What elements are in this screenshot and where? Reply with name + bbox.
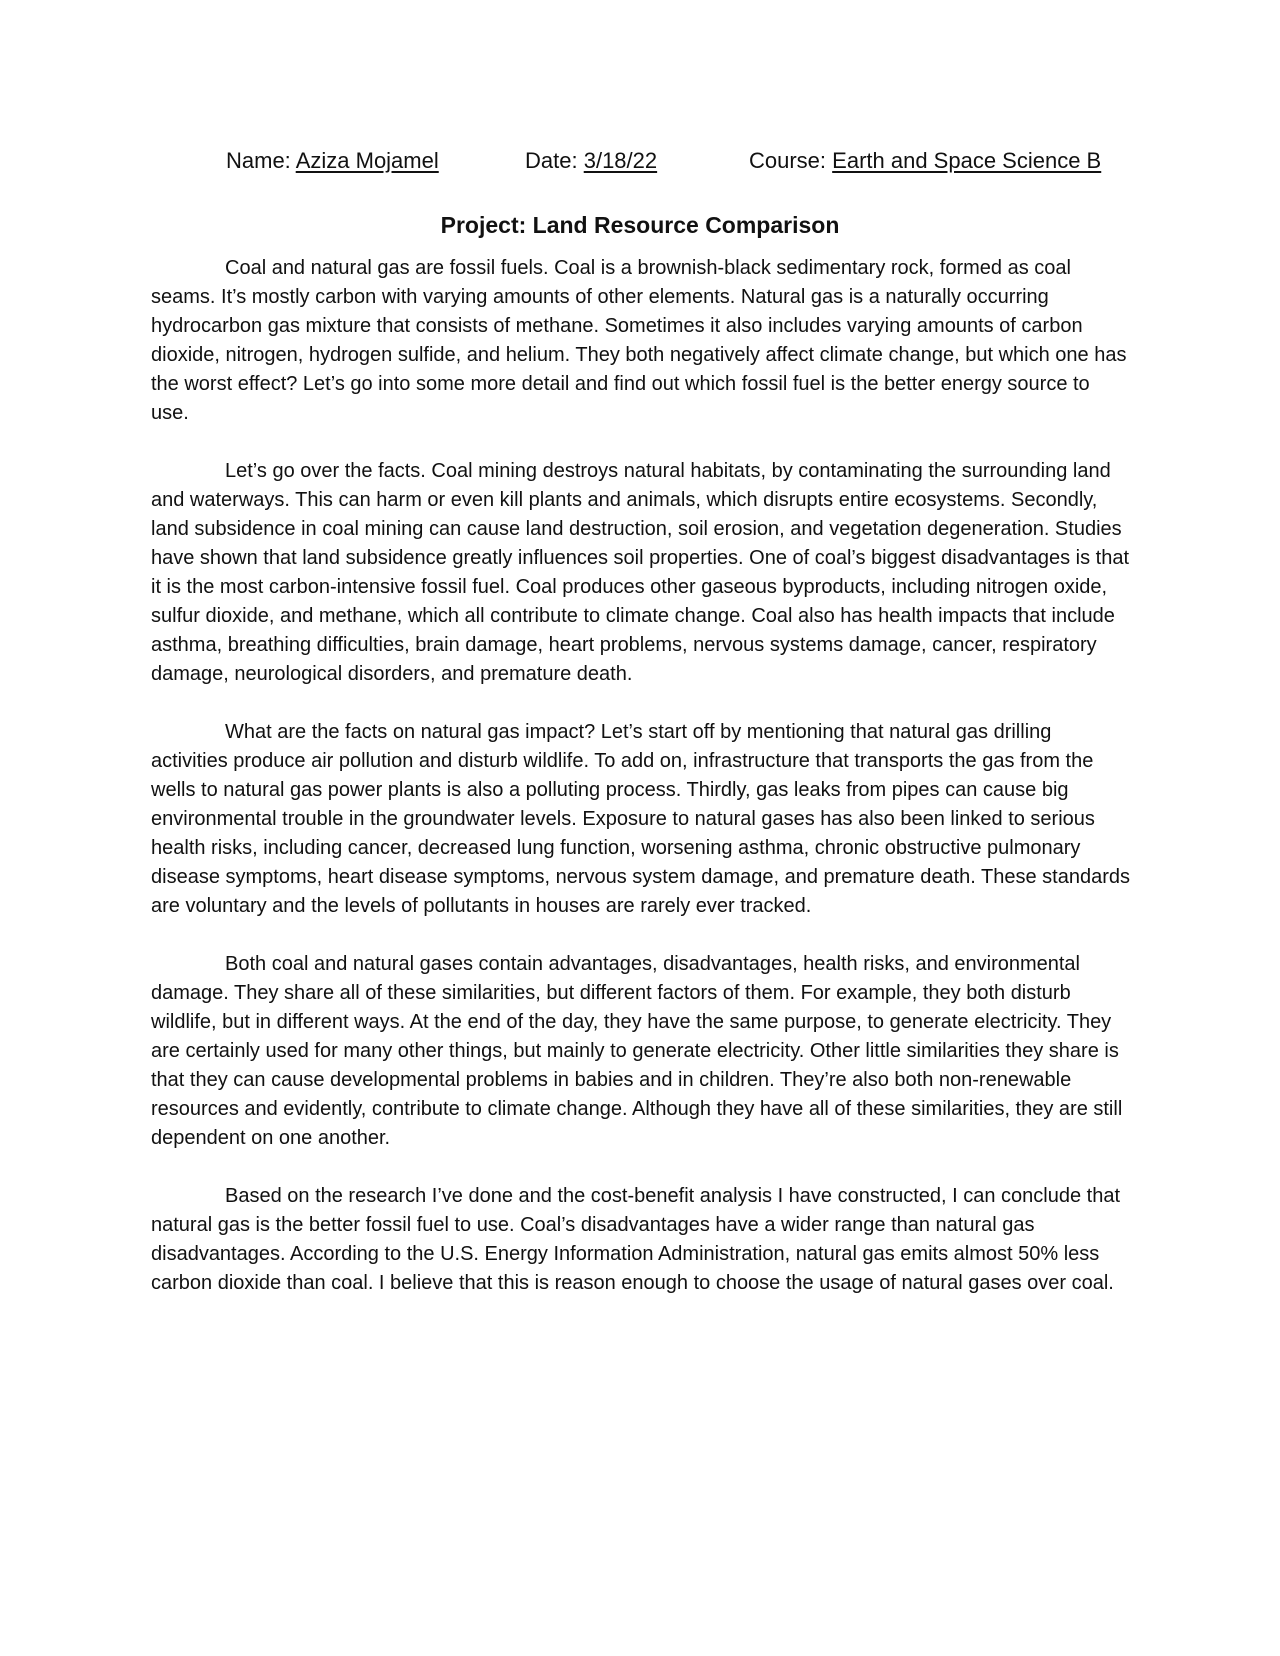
date-label: Date: xyxy=(525,148,578,173)
name-label: Name: xyxy=(226,148,291,173)
course-value: Earth and Space Science B xyxy=(832,148,1102,173)
paragraph-coal-facts: Let’s go over the facts. Coal mining destroys natural habitats, by contaminating the surrounding land and waterways. This can harm or even kill plants and animals, which disrupts entire ecosystems. Secondly, land subsidence in coal mining can cause land destruction, soil erosion, and vegetation degeneration. Studies have shown that land subsidence greatly influences soil properties. One of coal’s biggest disadvantages is that it is the most carbon-intensive fossil fuel. Coal produces other gaseous byproducts, including nitrogen oxide, sulfur dioxide, and methane, which all contribute to climate change. Coal also has health impacts that include asthma, breathing difficulties, brain damage, heart problems, nervous systems damage, cancer, respiratory damage, neurological disorders, and premature death. xyxy=(151,460,1130,685)
paragraph-natural-gas-facts: What are the facts on natural gas impact? Let’s start off by mentioning that natural gas drilling activities produce air pollution and disturb wildlife. To add on, infrastructure that transports the gas from the wells to natural gas power plants is also a polluting process. Thirdly, gas leaks from pipes can cause big environmental trouble in the groundwater levels. Exposure to natural gases has also been linked to serious health risks, including cancer, decreased lung function, worsening asthma, chronic obstructive pulmonary disease symptoms, heart disease symptoms, nervous system damage, and premature death. These standards are voluntary and the levels of pollutants in houses are rarely ever tracked. xyxy=(151,721,1131,917)
document-body xyxy=(151,254,1131,1327)
paragraph-intro: Coal and natural gas are fossil fuels. Coal is a brownish-black sedimentary rock, formed as coal seams. It’s mostly carbon with varying amounts of other elements. Natural gas is a naturally occurring hydrocarbon gas mixture that consists of methane. Sometimes it also includes varying amounts of carbon dioxide, nitrogen, hydrogen sulfide, and helium. They both negatively affect climate change, but which one has the worst effect? Let’s go into some more detail and find out which fossil fuel is the better energy source to use. xyxy=(151,257,1127,424)
course-label: Course: xyxy=(749,148,827,173)
document-title: Project: Land Resource Comparison xyxy=(440,212,840,238)
date-value: 3/18/22 xyxy=(583,148,658,173)
paragraph-similarities: Both coal and natural gases contain advantages, disadvantages, health risks, and environmental damage. They share all of these similarities, but different factors of them. For example, they both disturb wildlife, but in different ways. At the end of the day, they have the same purpose, to generate electricity. They are certainly used for many other things, but mainly to generate electricity. Other little similarities they share is that they can cause developmental problems in babies and in children. They’re also both non-renewable resources and evidently, contribute to climate change. Although they have all of these similarities, they are still dependent on one another. xyxy=(151,953,1123,1149)
date-field xyxy=(525,146,657,176)
name-field xyxy=(226,146,439,176)
header-row xyxy=(0,146,1280,176)
course-field xyxy=(749,146,1101,176)
paragraph-conclusion: Based on the research I’ve done and the cost-benefit analysis I have constructed, I can conclude that natural gas is the better fossil fuel to use. Coal’s disadvantages have a wider range than natural gas disadvantages. According to the U.S. Energy Information Administration, natural gas emits almost 50% less carbon dioxide than coal. I believe that this is reason enough to choose the usage of natural gases over coal. xyxy=(151,1185,1120,1294)
name-value: Aziza Mojamel xyxy=(295,148,439,173)
